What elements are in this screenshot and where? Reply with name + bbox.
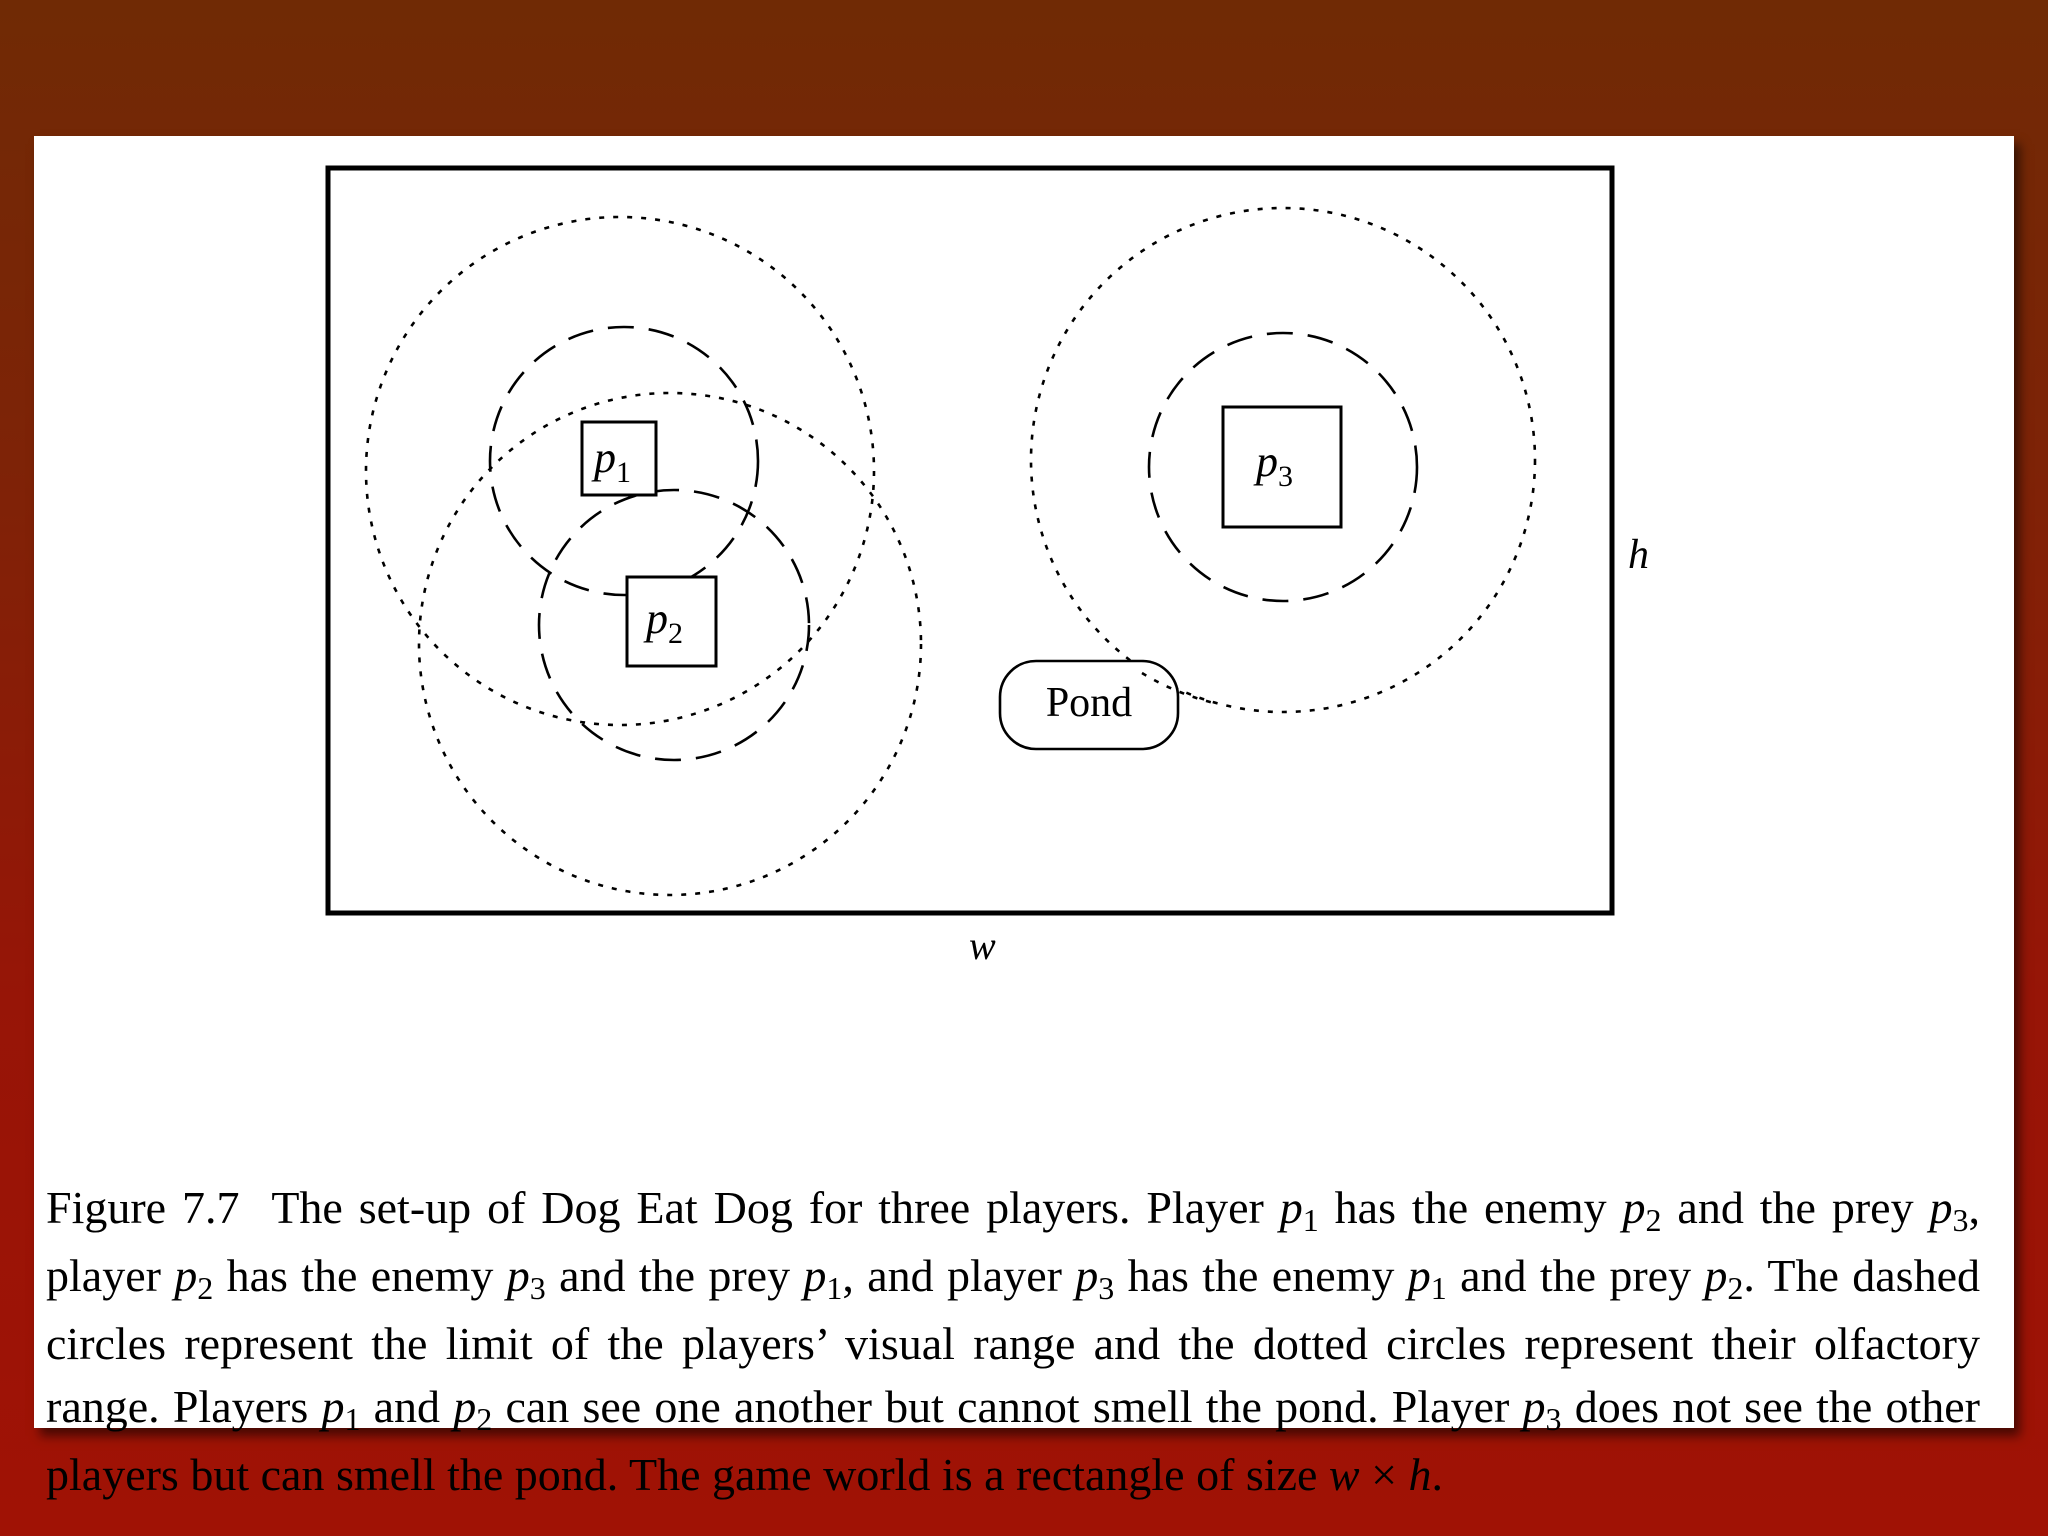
dog-eat-dog-diagram <box>34 136 2014 1136</box>
height-label: h <box>1628 532 1649 578</box>
figure-label: Figure 7.7 <box>46 1182 240 1233</box>
player-p2-label: $p_2$ <box>646 594 683 650</box>
game-world-rectangle <box>328 168 1612 913</box>
player-p1-label: $p_1$ <box>594 433 631 489</box>
player-p3-label: $p_3$ <box>1256 437 1293 493</box>
figure-caption: Figure 7.7 The set-up of Dog Eat Dog for three players. Player $p_1$ has the enemy $p_2$ and the prey $p_3$, player $p_2$ has the enemy $p_3$ and the prey $p_1$, and player $p_3$ has the enemy $p_1$ and the prey $p_2$. The dashed circles represent the limit of the players’ visual range and the dotted circles represent their olfactory range. Players $p_1$ and $p_2$ can see one another but cannot smell the pond. Player $p_3$ does not see the other players but can smell the pond. The game world is a rectangle of size w × h. <box>46 1182 1981 1500</box>
width-label: w <box>969 923 996 968</box>
slide <box>34 136 2014 1500</box>
pond-label: Pond <box>1045 680 1133 726</box>
